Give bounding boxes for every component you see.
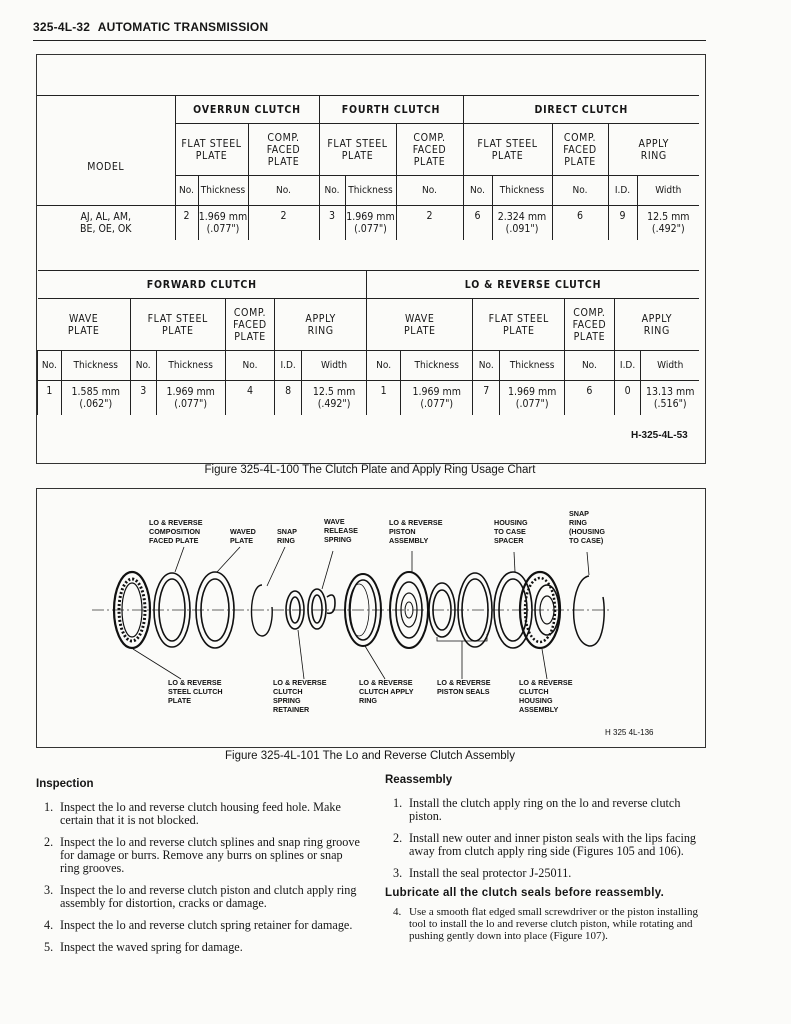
fwd-wave-thickness-label: Thickness [61,351,130,381]
lr-ring-id-label: I.D. [614,351,641,381]
label-lo-reverse-composition-faced-plate: LO & REVERSE COMPOSITION FACED PLATE [149,518,203,545]
lr-wave-thickness-label: Thickness [401,351,473,381]
housing-snap-ring-part [574,576,605,646]
lr-wave-plate-header: WAVE PLATE [367,299,473,351]
inspection-step: 5. Inspect the waved spring for damage. [44,940,243,954]
snap-ring-part [251,585,272,636]
clutch-chart-table-1 [37,95,699,240]
label-snap-ring: SNAP RING [277,527,297,545]
reassembly-section [385,774,707,951]
fourth-comp-no-label: No. [396,176,463,206]
lr-ring-width-label: Width [641,351,699,381]
fourth-comp-no: 2 [396,206,463,240]
clutch-chart-table-2 [37,270,699,415]
clutch-housing-part [520,572,560,648]
reassembly-step: 2. Install new outer and inner piston seals with the lips facing away from clutch apply ring side (Figures 105 and 106). [393,831,697,858]
lr-ring-id: 0 [614,381,641,415]
reassembly-step: 3. Install the seal protector J-25011. [393,866,572,880]
group-overrun-clutch: OVERRUN CLUTCH [175,96,319,124]
lr-wave-no: 1 [367,381,401,415]
direct-ring-width-label: Width [637,176,699,206]
model-cell: AJ, AL, AM, BE, OE, OK [37,206,175,240]
overrun-steel-thickness: 1.969 mm (.077") [198,206,248,240]
direct-comp-faced-plate-header: COMP. FACED PLATE [552,124,608,176]
model-header: MODEL [37,96,175,206]
label-lo-reverse-piston-assembly: LO & REVERSE PISTON ASSEMBLY [389,518,443,545]
label-snap-ring-housing-to-case: SNAP RING (HOUSING TO CASE) [569,509,605,545]
inspection-step: 3. Inspect the lo and reverse clutch piston and clutch apply ring assembly for distortion, cracks or damage. [44,883,357,910]
fwd-steel-no: 3 [130,381,156,415]
reassembly-step: 1. Install the clutch apply ring on the lo and reverse clutch piston. [393,796,681,823]
fwd-ring-width: 12.5 mm (.492") [302,381,367,415]
fwd-comp-no-label: No. [225,351,275,381]
overrun-flat-steel-plate-header: FLAT STEEL PLATE [175,124,248,176]
fwd-wave-no: 1 [38,381,62,415]
fourth-flat-steel-plate-header: FLAT STEEL PLATE [319,124,396,176]
fourth-steel-thickness: 1.969 mm (.077") [345,206,396,240]
label-lo-reverse-piston-seals: LO & REVERSE PISTON SEALS [437,678,491,696]
figure-101-id: H 325 4L-136 [605,728,654,737]
fourth-comp-faced-plate-header: COMP. FACED PLATE [396,124,463,176]
fwd-wave-plate-header: WAVE PLATE [38,299,131,351]
label-lo-reverse-steel-clutch-plate: LO & REVERSE STEEL CLUTCH PLATE [168,678,223,705]
lr-comp-no-label: No. [565,351,615,381]
label-waved-plate: WAVED PLATE [230,527,256,545]
reassembly-step: 4. Use a smooth flat edged small screwdriver or the piston installing tool to install the lo and reverse clutch piston, while rotating and pushing gently down into place (Figure 107). [393,906,698,942]
overrun-steel-thickness-label: Thickness [198,176,248,206]
lr-comp-faced-plate-header: COMP. FACED PLATE [565,299,615,351]
label-housing-to-case-spacer: HOUSING TO CASE SPACER [494,518,528,545]
fwd-wave-no-label: No. [38,351,62,381]
label-lo-reverse-clutch-housing-assembly: LO & REVERSE CLUTCH HOUSING ASSEMBLY [519,678,573,714]
group-forward-clutch: FORWARD CLUTCH [38,271,367,299]
lr-steel-no-label: No. [473,351,500,381]
inspection-step: 1. Inspect the lo and reverse clutch housing feed hole. Make certain that it is not blocked. [44,800,341,827]
fwd-steel-no-label: No. [130,351,156,381]
fwd-comp-no: 4 [225,381,275,415]
fwd-steel-thickness-label: Thickness [156,351,225,381]
lr-wave-thickness: 1.969 mm (.077") [401,381,473,415]
overrun-comp-faced-plate-header: COMP. FACED PLATE [248,124,319,176]
direct-steel-no: 6 [463,206,492,240]
label-lo-reverse-clutch-spring-retainer: LO & REVERSE CLUTCH SPRING RETAINER [273,678,327,714]
fwd-flat-steel-plate-header: FLAT STEEL PLATE [130,299,225,351]
direct-steel-thickness-label: Thickness [492,176,552,206]
fwd-comp-faced-plate-header: COMP. FACED PLATE [225,299,275,351]
fwd-wave-thickness: 1.585 mm (.062") [61,381,130,415]
overrun-steel-no: 2 [175,206,198,240]
fourth-steel-no: 3 [319,206,345,240]
direct-ring-id-label: I.D. [608,176,637,206]
label-lo-reverse-clutch-apply-ring: LO & REVERSE CLUTCH APPLY RING [359,678,414,705]
direct-steel-thickness: 2.324 mm (.091") [492,206,552,240]
figure-101-caption: Figure 325-4L-101 The Lo and Reverse Clutch Assembly [224,750,515,762]
lr-steel-thickness: 1.969 mm (.077") [500,381,565,415]
lo-reverse-clutch-diagram [37,489,703,745]
lr-wave-no-label: No. [367,351,401,381]
fourth-steel-thickness-label: Thickness [345,176,396,206]
lr-comp-no: 6 [565,381,615,415]
page-ref: 325-4L-32 [33,20,91,34]
lr-ring-width: 13.13 mm (.516") [641,381,699,415]
group-lo-reverse-clutch: LO & REVERSE CLUTCH [367,271,699,299]
overrun-comp-no-label: No. [248,176,319,206]
inspection-section [36,778,362,963]
wave-release-spring-part [308,589,335,629]
fwd-apply-ring-header: APPLY RING [275,299,367,351]
inspection-step: 4. Inspect the lo and reverse clutch spring retainer for damage. [44,918,353,932]
direct-steel-no-label: No. [463,176,492,206]
lubrication-warning: Lubricate all the clutch seals before reassembly. [385,887,665,899]
fwd-ring-width-label: Width [302,351,367,381]
inspection-title: Inspection [36,778,94,790]
direct-comp-no: 6 [552,206,608,240]
label-wave-release-spring: WAVE RELEASE SPRING [324,517,358,544]
figure-100-caption: Figure 325-4L-100 The Clutch Plate and Apply Ring Usage Chart [204,464,536,476]
direct-ring-width: 12.5 mm (.492") [637,206,699,240]
fwd-ring-id-label: I.D. [275,351,302,381]
overrun-steel-no-label: No. [175,176,198,206]
direct-apply-ring-header: APPLY RING [608,124,699,176]
page-header [33,20,706,41]
fourth-steel-no-label: No. [319,176,345,206]
figure-100-id: H-325-4L-53 [631,430,688,441]
fwd-steel-thickness: 1.969 mm (.077") [156,381,225,415]
direct-ring-id: 9 [608,206,637,240]
lr-steel-no: 7 [473,381,500,415]
inspection-step: 2. Inspect the lo and reverse clutch splines and snap ring groove for damage or burrs. Remove any burrs on splines or snap ring grooves. [44,835,360,875]
overrun-comp-no: 2 [248,206,319,240]
fwd-ring-id: 8 [275,381,302,415]
lr-apply-ring-header: APPLY RING [614,299,699,351]
reassembly-title: Reassembly [385,774,453,786]
direct-flat-steel-plate-header: FLAT STEEL PLATE [463,124,552,176]
group-fourth-clutch: FOURTH CLUTCH [319,96,463,124]
direct-comp-no-label: No. [552,176,608,206]
lr-steel-thickness-label: Thickness [500,351,565,381]
section-title: AUTOMATIC TRANSMISSION [97,20,269,34]
group-direct-clutch: DIRECT CLUTCH [463,96,699,124]
lr-flat-steel-plate-header: FLAT STEEL PLATE [473,299,565,351]
